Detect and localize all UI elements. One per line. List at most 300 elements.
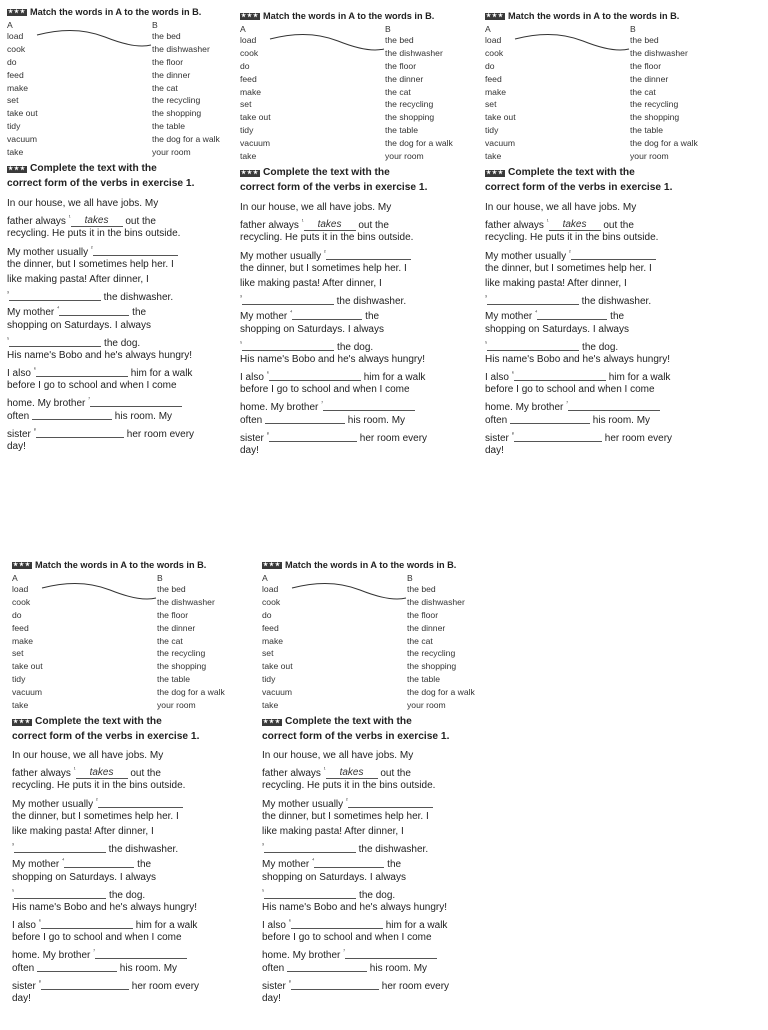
passage-line [12,794,250,809]
exercise1-title: Match the words in A to the words in B. [35,560,207,570]
gap-number: ⁴ [535,310,538,317]
column-a-item: take out [262,661,293,672]
answer-blank[interactable] [38,979,129,990]
passage-text: out the [122,216,156,228]
column-a-item: set [262,648,274,659]
gap-number: ⁵ [485,340,488,347]
passage-line [485,306,723,321]
answer-blank[interactable] [33,427,124,438]
answer-blank[interactable] [345,797,433,808]
passage-text: sister [7,428,34,440]
example-answer[interactable]: takes [549,219,601,231]
passage-text: In our house, we all have jobs. My [240,202,392,213]
passage-text: sister [240,432,267,444]
column-a-item: load [262,584,279,594]
column-b-item: the cat [630,86,656,97]
column-b-item: the recycling [157,648,206,659]
passage-text: the dog. [356,889,396,901]
gap-number: ² [95,797,98,804]
passage-text: recycling. He puts it in the bins outside. [12,780,186,792]
exercise2-title-line1: Complete the text with the [30,163,157,174]
passage-text: him for a walk [127,368,193,380]
column-b-item: the bed [630,35,659,45]
answer-blank[interactable] [64,857,134,868]
answer-blank[interactable] [90,245,178,256]
passage-line [485,428,723,443]
gap-number: ⁶ [511,371,514,378]
answer-blank[interactable] [314,857,384,868]
column-b-item: the bed [385,35,414,45]
gap-number: ⁸ [288,979,291,986]
passage-text: the dog. [334,341,374,353]
passage-text: shopping on Saturdays. I always [7,319,151,331]
column-b-item: the dog for a walk [407,687,475,698]
passage-line [262,945,500,960]
column-a-item: set [12,648,24,659]
column-a-item: vacuum [262,687,293,698]
exercise2-title-line2: correct form of the verbs in exercise 1. [262,731,450,742]
gap-number: ² [90,245,93,252]
exercise2-title-line1: Complete the text with the [35,716,162,727]
worksheet-2 [240,11,478,481]
passage-text: like making pasta! After dinner, I [240,277,382,289]
passage-text: home. My brother [240,402,322,414]
passage-text: the [362,311,380,323]
passage-line [485,276,723,291]
column-b-item: your room [152,147,191,158]
passage-line [7,257,245,272]
passage-text: In our house, we all have jobs. My [7,198,159,209]
passage-line [12,824,250,839]
gap-number: ³ [240,295,242,302]
passage-text: before I go to school and when I come [12,932,182,944]
column-b-item: the shopping [385,112,435,123]
column-b-item: the bed [157,584,186,594]
passage-line [485,443,723,458]
answer-blank[interactable] [242,340,334,351]
passage-line [12,854,250,869]
exercise2-heading [240,165,478,195]
passage-text: her room every [602,432,673,444]
passage-line [12,763,250,778]
passage-line [262,748,500,763]
example-answer[interactable]: takes [326,767,378,779]
passage-line [485,322,723,337]
gap-number: ⁵ [262,888,265,895]
column-a-item: do [240,60,250,71]
passage-text: like making pasta! After dinner, I [262,825,404,837]
passage-line [7,439,245,454]
passage-line [240,291,478,306]
exercise1-title: Match the words in A to the words in B. [263,11,435,21]
column-a-item: cook [240,47,259,58]
answer-blank[interactable] [242,294,334,305]
gap-number: ² [323,249,326,256]
worksheet-5 [262,560,500,1030]
passage-line [240,200,478,215]
column-a-item: feed [12,622,29,633]
gap-fill-passage [12,748,250,1006]
gap-fill-passage [240,200,478,458]
passage-line [240,276,478,291]
passage-text: her room every [129,980,200,992]
answer-blank[interactable] [288,979,379,990]
passage-text: the dishwasher. [355,844,429,856]
passage-line [12,839,250,854]
answer-blank[interactable] [266,431,357,442]
answer-blank[interactable] [487,340,579,351]
exercise1-heading [240,11,478,21]
passage-text: In our house, we all have jobs. My [262,750,414,761]
answer-blank[interactable] [511,431,602,442]
passage-text: the dishwasher. [105,844,179,856]
exercise1-title: Match the words in A to the words in B. [30,7,202,17]
gap-number: ⁸ [266,431,269,438]
worksheet-3 [485,11,723,481]
exercise2-title-line2: correct form of the verbs in exercise 1. [12,731,200,742]
passage-text: the dog. [579,341,619,353]
gap-fill-passage [485,200,723,458]
passage-text: before I go to school and when I come [485,384,655,396]
column-a-item: cook [12,596,31,607]
column-a-item: take out [240,112,271,123]
column-a-item: make [485,86,507,97]
passage-text: father always [7,216,69,228]
exercise2-title-line1: Complete the text with the [263,167,390,178]
answer-blank[interactable] [323,400,415,411]
gap-number: ¹ [301,219,304,226]
passage-line [12,915,250,930]
passage-line [240,413,478,428]
passage-text: the [134,859,152,871]
answer-blank[interactable] [14,888,106,899]
passage-text: her room every [124,428,195,440]
column-a-item: take out [7,108,38,119]
answer-blank[interactable] [95,797,183,808]
passage-text: often [12,962,38,974]
exercise1-title: Match the words in A to the words in B. [508,11,680,21]
passage-text: him for a walk [605,372,671,384]
column-a-item: set [240,99,252,110]
example-answer[interactable]: takes [76,767,128,779]
passage-text: recycling. He puts it in the bins outside. [262,780,436,792]
passage-line [240,352,478,367]
passage-line [485,261,723,276]
passage-line [240,367,478,382]
passage-line [262,809,500,824]
passage-line [262,763,500,778]
gap-number: ⁵ [240,340,243,347]
column-b-list [407,583,507,712]
passage-text: shopping on Saturdays. I always [240,323,384,335]
column-b-item: the shopping [157,661,207,672]
gap-number: ⁷ [343,949,346,956]
passage-line [262,991,500,1006]
answer-blank[interactable] [510,413,590,424]
passage-text: My mother usually [485,250,569,262]
passage-line [7,211,245,226]
answer-blank[interactable] [265,413,345,424]
passage-line [12,900,250,915]
column-a-item: tidy [7,121,21,132]
column-b-item: the table [157,674,190,685]
answer-blank[interactable] [95,948,187,959]
column-a-item: vacuum [240,138,271,149]
column-b-item: the floor [407,609,439,620]
passage-line [485,352,723,367]
answer-blank[interactable] [264,842,356,853]
passage-text: day! [240,445,259,456]
gap-number: ⁴ [62,858,65,865]
passage-text: sister [262,980,289,992]
answer-blank[interactable] [345,948,437,959]
column-b-heading: B [630,24,636,34]
passage-line [485,230,723,245]
difficulty-badge: ★★★ [8,166,26,172]
column-b-item: the cat [407,635,433,646]
passage-line [12,748,250,763]
column-a-item: do [12,609,22,620]
column-a-item: load [240,35,257,45]
gap-number: ¹ [73,767,76,774]
column-b-item: the dishwasher [157,596,215,607]
passage-line [12,945,250,960]
passage-text: often [485,414,511,426]
answer-blank[interactable] [537,309,607,320]
column-a-item: take out [12,661,43,672]
passage-text: often [262,962,288,974]
answer-blank[interactable] [288,918,383,929]
worksheet-4 [12,560,250,1030]
answer-blank[interactable] [14,842,106,853]
passage-text: out the [600,220,634,232]
difficulty-badge: ★★★ [241,12,259,19]
example-match-line [268,31,386,55]
column-a-item: vacuum [12,687,43,698]
passage-line [240,306,478,321]
column-a-item: take [240,151,257,162]
answer-blank[interactable] [568,400,660,411]
column-a-heading: A [7,20,13,30]
answer-blank[interactable] [487,294,579,305]
gap-number: ⁴ [312,858,315,865]
answer-blank[interactable] [33,366,128,377]
passage-text: the dinner, but I sometimes help her. I [7,258,174,270]
gap-number: ⁶ [266,371,269,378]
column-b-item: your room [407,700,446,711]
passage-text: father always [485,220,547,232]
column-a-item: take [262,700,279,711]
column-b-item: the shopping [407,661,457,672]
column-b-item: the recycling [385,99,434,110]
passage-text: His name's Bobo and he's always hungry! [12,901,198,913]
column-b-item: the dog for a walk [385,138,453,149]
answer-blank[interactable] [266,370,361,381]
passage-text: the dinner, but I sometimes help her. I [12,810,179,822]
passage-text: the dinner, but I sometimes help her. I [240,262,407,274]
column-b-item: the recycling [630,99,679,110]
passage-text: before I go to school and when I come [240,384,410,396]
passage-line [7,287,245,302]
passage-text: his room. My [117,962,178,974]
passage-line [7,196,245,211]
passage-line [262,839,500,854]
passage-text: the dishwasher. [333,296,407,308]
passage-line [7,409,245,424]
gap-number: ⁷ [321,401,324,408]
passage-line [262,961,500,976]
column-a-item: make [7,82,29,93]
exercise1-heading [7,7,245,17]
passage-line [7,318,245,333]
answer-blank[interactable] [323,249,411,260]
column-b-item: the floor [152,56,184,67]
passage-text: day! [485,445,504,456]
passage-line [7,242,245,257]
passage-text: I also [240,372,267,384]
passage-line [7,272,245,287]
passage-text: My mother [240,311,291,323]
exercise1-heading [262,560,500,570]
passage-text: sister [485,432,512,444]
passage-text: out the [377,768,411,780]
passage-text: father always [240,220,302,232]
column-a-item: tidy [485,125,499,136]
column-b-list [385,34,485,163]
passage-line [262,794,500,809]
example-answer[interactable]: takes [304,219,356,231]
gap-number: ³ [485,295,487,302]
passage-text: him for a walk [132,920,198,932]
passage-text: home. My brother [7,398,89,410]
passage-line [240,382,478,397]
column-b-item: the dog for a walk [152,134,220,145]
passage-text: his room. My [345,414,406,426]
passage-line [485,200,723,215]
column-a-item: take [485,151,502,162]
passage-text: the dog. [106,889,146,901]
passage-line [262,930,500,945]
answer-blank[interactable] [287,961,367,972]
passage-text: father always [262,768,324,780]
column-b-item: the floor [385,60,417,71]
column-a-item: vacuum [485,138,516,149]
gap-number: ⁸ [33,427,36,434]
passage-line [12,991,250,1006]
answer-blank[interactable] [38,918,133,929]
exercise2-title-line1: Complete the text with the [508,167,635,178]
answer-blank[interactable] [32,409,112,420]
answer-blank[interactable] [264,888,356,899]
gap-number: ¹ [68,215,71,222]
passage-text: I also [7,368,34,380]
column-b-item: the dinner [630,73,669,84]
passage-line [7,424,245,439]
passage-text: the [607,311,625,323]
passage-text: the dog. [101,337,141,349]
column-a-item: load [12,584,29,594]
gap-number: ¹ [323,767,326,774]
column-a-heading: A [12,573,18,583]
answer-blank[interactable] [568,249,656,260]
passage-text: His name's Bobo and he's always hungry! [262,901,448,913]
passage-line [485,246,723,261]
passage-text: the dinner, but I sometimes help her. I [485,262,652,274]
answer-blank[interactable] [292,309,362,320]
column-a-item: tidy [262,674,276,685]
difficulty-badge: ★★★ [8,8,26,15]
column-b-item: the dishwasher [407,596,465,607]
column-b-item: the dinner [157,622,196,633]
passage-text: his room. My [367,962,428,974]
passage-text: I also [262,920,289,932]
gap-number: ³ [12,843,14,850]
exercise1-heading [12,560,250,570]
example-match-line [513,31,631,55]
passage-line [485,382,723,397]
difficulty-badge: ★★★ [263,561,281,568]
example-answer[interactable]: takes [71,215,123,227]
passage-line [240,261,478,276]
passage-text: like making pasta! After dinner, I [12,825,154,837]
answer-blank[interactable] [59,305,129,316]
answer-blank[interactable] [90,396,182,407]
answer-blank[interactable] [9,336,101,347]
exercise2-title-line1: Complete the text with the [285,716,412,727]
column-a-item: tidy [240,125,254,136]
passage-text: In our house, we all have jobs. My [12,750,164,761]
column-a-item: take [7,147,24,158]
column-b-list [152,30,252,159]
column-b-item: the dishwasher [385,47,443,58]
passage-line [12,961,250,976]
column-a-item: cook [262,596,281,607]
column-b-item: the recycling [407,648,456,659]
column-b-list [630,34,730,163]
gap-number: ² [568,249,571,256]
passage-text: the dishwasher. [578,296,652,308]
passage-line [262,870,500,885]
column-a-heading: A [485,24,491,34]
passage-text: him for a walk [360,372,426,384]
answer-blank[interactable] [37,961,117,972]
passage-text: My mother usually [7,246,91,258]
passage-line [7,226,245,241]
difficulty-badge: ★★★ [241,170,259,176]
passage-line [12,809,250,824]
passage-text: the [129,307,147,319]
column-a-heading: A [240,24,246,34]
passage-text: sister [12,980,39,992]
column-b-item: the table [630,125,663,136]
passage-text: recycling. He puts it in the bins outside. [240,232,414,244]
passage-line [240,337,478,352]
column-a-item: take out [485,112,516,123]
answer-blank[interactable] [511,370,606,381]
column-b-item: the dinner [385,73,424,84]
column-b-item: your room [630,151,669,162]
column-a-item: do [7,56,17,67]
answer-blank[interactable] [9,290,101,301]
difficulty-badge: ★★★ [486,170,504,176]
passage-line [12,976,250,991]
gap-number: ¹ [546,219,549,226]
column-b-item: the floor [630,60,662,71]
column-b-heading: B [157,573,163,583]
column-a-item: feed [240,73,257,84]
column-b-item: the bed [407,584,436,594]
column-a-item: make [240,86,262,97]
